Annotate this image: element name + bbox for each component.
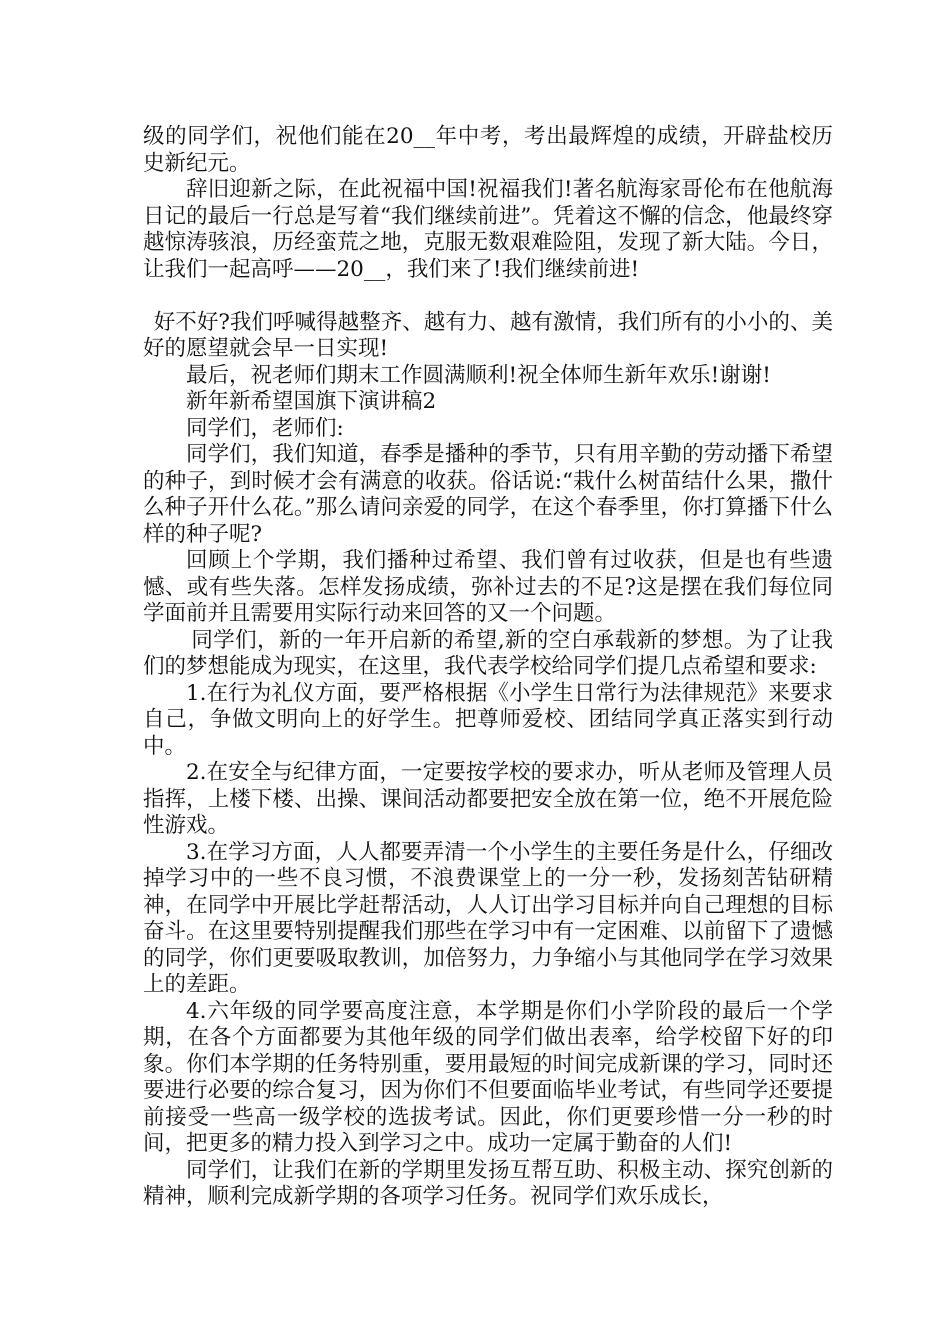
paragraph-review: 回顾上个学期，我们播种过希望、我们曾有过收获，但是也有些遗憾、或有些失落。怎样发扬成绩，弥补过去的不足?这是摆在我们每位同学面前并且需要用实际行动来回答的又一个问题。 — [143, 548, 833, 626]
list-item-study: 3.在学习方面，人人都要弄清一个小学生的主要任务是什么，仔细改掉学习中的一些不良习惯，不浪费课堂上的一分一秒，发扬刻苦钻研精神，在同学中开展比学赶帮活动，人人订出学习目标并向自己理想的目标奋斗。在这里要特别提醒我们那些在学习中有一定困难、以前留下了遗憾的同学，你们更要吸取教训，加倍努力，力争缩小与其他同学在学习效果上的差距。 — [143, 839, 833, 997]
list-item-sixth-grade: 4.六年级的同学要高度注意，本学期是你们小学阶段的最后一个学期，在各个方面都要为其他年级的同学们做出表率，给学校留下好的印象。你们本学期的任务特别重，要用最短的时间完成新课的学习，同时还要进行必要的综合复习，因为你们不但要面临毕业考试，有些同学还要提前接受一些高一级学校的选拔考试。因此，你们更要珍惜一分一秒的时间，把更多的精力投入到学习之中。成功一定属于勤奋的人们! — [143, 998, 833, 1156]
paragraph-continuation: 级的同学们，祝他们能在20__年中考，考出最辉煌的成绩，开辟盐校历史新纪元。 — [143, 124, 833, 176]
paragraph-final-call: 同学们，让我们在新的学期里发扬互帮互助、积极主动、探究创新的精神，顺利完成新学期的各项学习任务。祝同学们欢乐成长， — [143, 1157, 833, 1209]
list-item-etiquette: 1.在行为礼仪方面，要严格根据《小学生日常行为法律规范》来要求自己，争做文明向上的好学生。把尊师爱校、团结同学真正落实到行动中。 — [143, 680, 833, 759]
paragraph-new-year-blessing: 辞旧迎新之际，在此祝福中国!祝福我们!著名航海家哥伦布在他航海日记的最后一行总是写着“我们继续前进”。凭着这不懈的信念，他最终穿越惊涛骇浪，历经蛮荒之地，克服无数艰难险阻，发现了新大陆。今日，让我们一起高呼——20__，我们来了!我们继续前进! — [143, 177, 833, 282]
paragraph-closing-wishes: 最后，祝老师们期末工作圆满顺利!祝全体师生新年欢乐!谢谢! — [186, 362, 771, 388]
speech-salutation: 同学们，老师们: — [186, 415, 344, 441]
speech-title: 新年新希望国旗下演讲稿2 — [186, 389, 437, 414]
paragraph-shout: 好不好?我们呼喊得越整齐、越有力、越有激情，我们所有的小小的、美好的愿望就会早一日实现! — [143, 309, 833, 361]
document-body — [143, 124, 833, 1211]
paragraph-new-hopes: 同学们，新的一年开启新的希望,新的空白承载新的梦想。为了让我们的梦想能成为现实，在这里，我代表学校给同学们提几点希望和要求: — [143, 627, 833, 679]
paragraph-spacer — [143, 283, 833, 310]
paragraph-spring-sowing: 同学们，我们知道，春季是播种的季节，只有用辛勤的劳动播下希望的种子，到时候才会有满意的收获。俗话说:“栽什么树苗结什么果，撒什么种子开什么花。”那么请问亲爱的同学，在这个春季里，你打算播下什么样的种子呢? — [143, 442, 833, 547]
list-item-safety: 2.在安全与纪律方面，一定要按学校的要求办，听从老师及管理人员指挥，上楼下楼、出操、课间活动都要把安全放在第一位，绝不开展危险性游戏。 — [143, 760, 833, 838]
